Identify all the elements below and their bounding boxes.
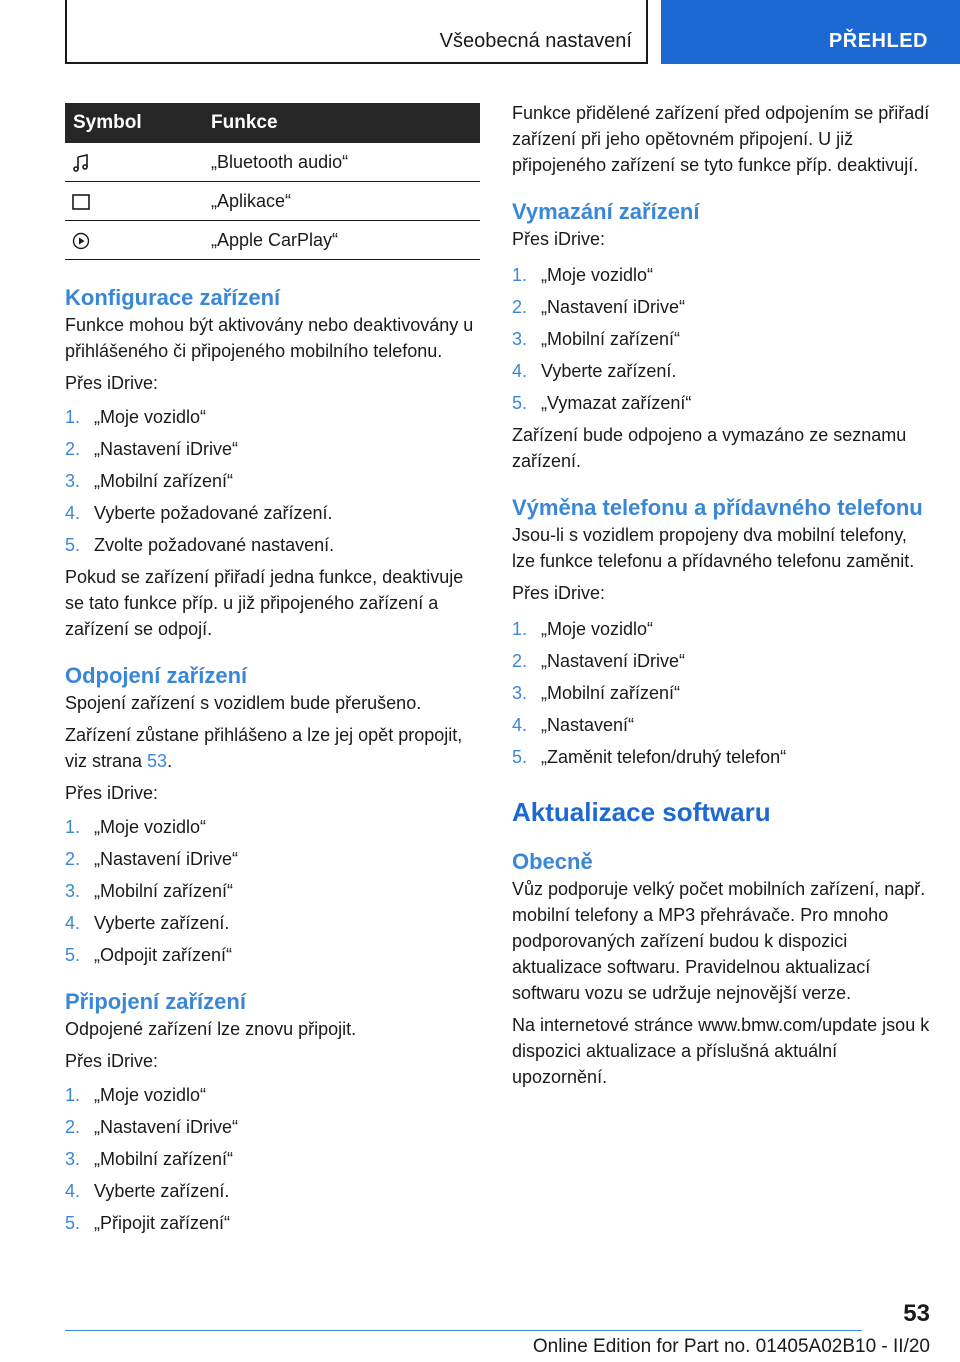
list-item: 5. „Zaměnit telefon/druhý telefon“ [512,747,787,767]
list-item: 3. „Mobilní zařízení“ [65,1149,234,1169]
table-row [65,221,480,260]
konfigurace-steps [65,404,480,564]
section-title-konfigurace: Konfigurace zařízení [65,285,281,310]
list-item: 3. „Mobilní zařízení“ [512,329,681,349]
list-item: 2. „Nastavení iDrive“ [65,849,239,869]
list-item: 1. „Moje vozidlo“ [65,1085,207,1105]
list-item: 4. Vyberte zařízení. [65,913,230,933]
list-item: 2. „Nastavení iDrive“ [65,439,239,459]
chapter-title-aktualizace: Aktualizace softwaru [512,797,771,827]
header-chapter-tab[interactable] [661,0,960,64]
table-cell-function: „Apple CarPlay“ [211,221,480,260]
list-item: 2. „Nastavení iDrive“ [65,1117,239,1137]
table-header-symbol: Symbol [65,103,211,143]
page-number: 53 [903,1300,930,1327]
section-title-obecne: Obecně [512,849,593,874]
list-item: 1. „Moje vozidlo“ [512,619,654,639]
vymena-steps [512,616,932,776]
section-title-odpojeni: Odpojení zařízení [65,663,248,688]
page-link[interactable]: 53 [147,751,168,771]
list-item: 5. „Připojit zařízení“ [65,1213,231,1233]
aktualizace-p1: Vůz podporuje velký počet mobilních zařízení, např. mobilní telefony a MP3 přehrávače. Pro mnoho podporovaných zařízení budou k dispozici aktualizace softwaru. Pravidelnou aktualizací softwaru vozu se udržuje nejnovější verze. [512,879,926,1003]
odpojeni-p2: Zařízení zůstane přihlášeno a lze jej opět propojit, viz strana 53. [65,725,463,771]
aktualizace-p2: Na internetové stránce www.bmw.com/update jsou k dispozici aktualizace a příslušná aktuální upozornění. [512,1015,930,1087]
section-title-pripojeni: Připojení zařízení [65,989,246,1014]
footer-divider [65,1330,862,1331]
symbol-table [65,103,480,260]
list-item: 1. „Moje vozidlo“ [512,265,654,285]
list-item: 4. Vyberte zařízení. [65,1181,230,1201]
table-header-function: Funkce [211,103,480,143]
right-column [512,100,932,1090]
table-cell-function: „Bluetooth audio“ [211,143,480,182]
list-item: 3. „Mobilní zařízení“ [512,683,681,703]
list-item: 5. Zvolte požadované nastavení. [65,535,335,555]
section-title-vymena: Výměna telefonu a přídavného telefonu [512,495,923,520]
vymena-via: Přes iDrive: [512,583,606,603]
list-item: 5. „Odpojit zařízení“ [65,945,233,965]
right-intro: Funkce přidělené zařízení před odpojením se přiřadí zařízení při jeho opětovném připojení. U již připojeného zařízení se tyto funkce příp. deaktivují. [512,103,930,175]
pripojeni-via: Přes iDrive: [65,1051,159,1071]
section-title-vymazani: Vymazání zařízení [512,199,700,224]
list-item: 1. „Moje vozidlo“ [65,407,207,427]
konfigurace-via: Přes iDrive: [65,373,159,393]
konfigurace-intro: Funkce mohou být aktivovány nebo deaktivovány u přihlášeného či připojeného mobilního telefonu. [65,315,474,361]
music-note-icon [71,153,91,173]
table-cell-function: „Aplikace“ [211,182,480,221]
odpojeni-steps [65,814,480,974]
left-column [65,103,480,1242]
vymazani-via: Přes iDrive: [512,229,606,249]
konfigurace-note: Pokud se zařízení přiřadí jedna funkce, deaktivuje se tato funkce příp. u již připojeného zařízení a zařízení se odpojí. [65,567,464,639]
vymazani-note: Zařízení bude odpojeno a vymazáno ze seznamu zařízení. [512,425,907,471]
pripojeni-p1: Odpojené zařízení lze znovu připojit. [65,1019,357,1039]
list-item: 5. „Vymazat zařízení“ [512,393,692,413]
table-row [65,182,480,221]
list-item: 3. „Mobilní zařízení“ [65,881,234,901]
header-section-box [65,0,648,64]
header-section-title: Všeobecná nastavení [439,30,632,52]
list-item: 1. „Moje vozidlo“ [65,817,207,837]
list-item: 4. „Nastavení“ [512,715,635,735]
header-chapter-title: PŘEHLED [828,30,928,52]
list-item: 2. „Nastavení iDrive“ [512,651,686,671]
play-circle-icon [71,231,91,251]
list-item: 4. Vyberte zařízení. [512,361,677,381]
vymazani-steps [512,262,932,422]
square-icon [71,192,91,212]
list-item: 4. Vyberte požadované zařízení. [65,503,333,523]
list-item: 2. „Nastavení iDrive“ [512,297,686,317]
odpojeni-via: Přes iDrive: [65,783,159,803]
odpojeni-p1: Spojení zařízení s vozidlem bude přerušeno. [65,693,422,713]
vymena-intro: Jsou-li s vozidlem propojeny dva mobilní telefony, lze funkce telefonu a přídavného telefonu zaměnit. [512,525,915,571]
footer-edition: Online Edition for Part no. 01405A02B10 - II/20 [532,1336,930,1357]
list-item: 3. „Mobilní zařízení“ [65,471,234,491]
table-row [65,143,480,182]
pripojeni-steps [65,1082,480,1242]
